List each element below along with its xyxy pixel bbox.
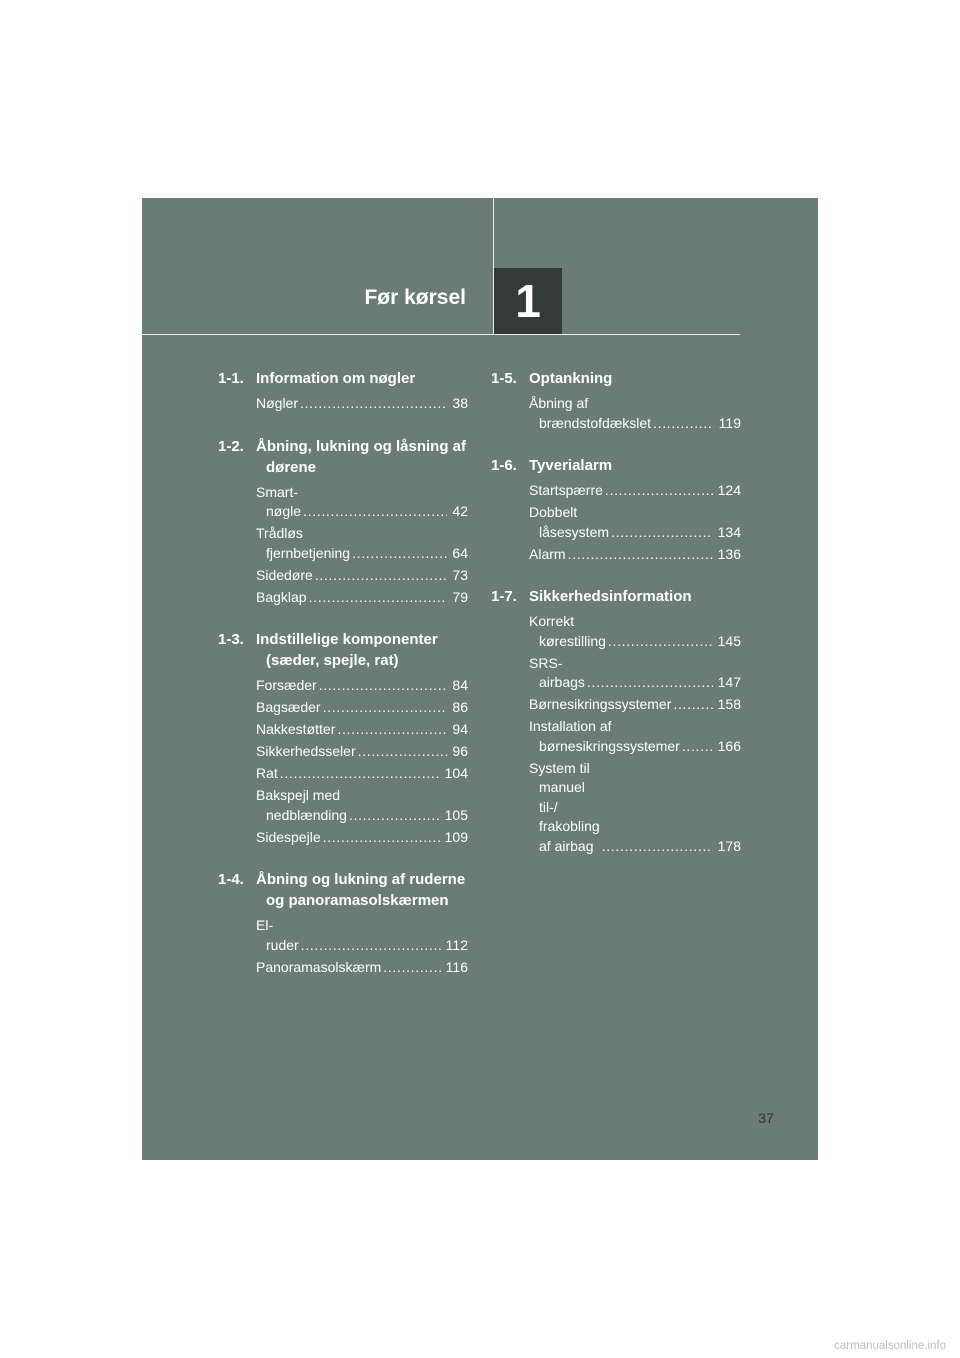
toc-section: [218, 869, 468, 977]
toc-entry[interactable]: [529, 695, 741, 715]
section-items: [256, 916, 468, 977]
section-title: Åbning, lukning og låsning af dørene: [256, 437, 466, 476]
toc-entry-text: [256, 676, 449, 696]
toc-entry[interactable]: [256, 698, 468, 718]
toc-section: [218, 629, 468, 847]
toc-entry-label: Nakkestøtter: [256, 721, 336, 737]
toc-entry-text: [529, 503, 715, 542]
toc-entry[interactable]: [256, 566, 468, 586]
toc-entry-label: Bagklap: [256, 588, 307, 605]
toc-entry[interactable]: [256, 828, 468, 848]
toc-entry[interactable]: [529, 503, 741, 542]
dot-leader: [568, 545, 713, 565]
toc-entry-text: [256, 588, 449, 608]
toc-entry[interactable]: [256, 394, 468, 414]
dot-leader: [280, 764, 440, 784]
toc-entry[interactable]: [256, 524, 468, 563]
section-title: Sikkerhedsinformation: [529, 588, 692, 605]
toc-entry-label: Børnesikringssystemer: [529, 696, 672, 712]
toc-entry-text: [256, 764, 442, 784]
section-heading[interactable]: [218, 869, 468, 911]
toc-section: [491, 368, 741, 433]
dot-leader: [653, 414, 714, 434]
toc-entry-page: 119: [718, 414, 741, 431]
toc-entry-page: 84: [452, 677, 468, 693]
toc-entry-text: [256, 698, 449, 718]
section-heading[interactable]: [491, 455, 741, 476]
toc-entry-page: 145: [717, 632, 741, 649]
toc-entry-text: [529, 654, 715, 693]
section-number: 1-7.: [491, 588, 517, 605]
section-items: [529, 481, 741, 564]
toc-entry-label: Alarm: [529, 545, 566, 562]
section-heading[interactable]: [491, 368, 741, 389]
dot-leader: [301, 936, 441, 956]
toc-entry-text: [256, 524, 449, 563]
toc-entry-text: [529, 612, 715, 651]
toc-entry-page: 105: [444, 806, 468, 823]
toc-entry-label: Smart-nøgle: [256, 483, 302, 519]
section-title: Åbning og lukning af ruderne og panoramasolskærmen: [256, 871, 466, 909]
dot-leader: [358, 742, 448, 762]
toc-entry-text: [529, 394, 716, 433]
toc-entry-label: Bagsæder: [256, 699, 321, 715]
section-title: Tyverialarm: [529, 457, 613, 474]
toc-entry-label: Korrekt kørestilling: [529, 613, 606, 649]
toc-entry-label: Sidedøre: [256, 566, 313, 583]
dot-leader: [611, 523, 713, 543]
toc-entry-text: [256, 742, 449, 762]
toc-entry-text: [256, 828, 442, 848]
toc-entry[interactable]: [529, 394, 741, 433]
toc-entry-page: 158: [717, 696, 741, 712]
toc-entry-label: System til manuel til-/ frakobling af airbag: [529, 759, 600, 854]
toc-section: [491, 455, 741, 564]
dot-leader: [323, 698, 448, 718]
toc-entry-text: [529, 695, 715, 715]
toc-entry-page: 112: [445, 936, 468, 953]
toc-entry-page: 42: [452, 503, 468, 519]
toc-entry-page: 94: [452, 721, 468, 737]
toc-entry[interactable]: [256, 786, 468, 825]
section-heading[interactable]: [218, 436, 468, 478]
toc-entry-label: Sidespejle: [256, 828, 321, 845]
dot-leader: [605, 481, 713, 501]
toc-entry-page: 38: [452, 395, 468, 411]
toc-entry[interactable]: [529, 481, 741, 501]
section-items: [529, 394, 741, 433]
chapter-title: Før kørsel: [364, 286, 466, 309]
section-title: Indstillelige komponenter (sæder, spejle, rat): [256, 631, 438, 669]
section-number: 1-3.: [218, 631, 244, 648]
section-number: 1-5.: [491, 370, 517, 387]
toc-entry[interactable]: [256, 720, 468, 740]
toc-entry-text: [256, 566, 449, 586]
toc-entry-text: [256, 958, 443, 978]
section-items: [256, 676, 468, 847]
toc-entry-text: [529, 759, 715, 857]
toc-entry-text: [529, 717, 715, 756]
toc-entry[interactable]: [256, 764, 468, 784]
toc-entry[interactable]: [529, 654, 741, 693]
section-heading[interactable]: [218, 368, 468, 389]
dot-leader: [608, 632, 713, 652]
toc-entry-page: 124: [717, 482, 741, 498]
toc-entry-label: Panoramasolskærm: [256, 958, 382, 975]
dot-leader: [682, 737, 713, 757]
toc-entry-label: Sikkerhedsseler: [256, 743, 356, 759]
toc-column-left: [218, 368, 468, 999]
toc-entry-label: Nøgler: [256, 395, 299, 411]
toc-entry-text: [256, 786, 442, 825]
toc-entry-page: 73: [452, 566, 468, 583]
dot-leader: [315, 566, 448, 586]
toc-entry-page: 96: [452, 743, 468, 759]
toc-entry-page: 79: [452, 588, 468, 605]
dot-leader: [309, 588, 448, 608]
toc-entry[interactable]: [256, 958, 468, 978]
toc-entry-label: Installation af børnesikringssystemer: [529, 718, 680, 754]
section-number: 1-6.: [491, 457, 517, 474]
toc-entry-text: [256, 483, 449, 522]
toc-entry-text: [256, 916, 443, 955]
toc-entry-page: 136: [717, 545, 741, 562]
toc-entry-label: Åbning af brændstofdækslet: [529, 395, 652, 431]
section-heading[interactable]: [491, 586, 741, 607]
toc-entry-label: Rat: [256, 765, 278, 781]
toc-entry-page: 178: [717, 837, 741, 854]
toc-section: [218, 436, 468, 608]
section-heading[interactable]: [218, 629, 468, 671]
toc-entry-label: Startspærre: [529, 482, 603, 498]
dot-leader: [587, 673, 713, 693]
toc-entry-page: 64: [452, 544, 468, 561]
dot-leader: [337, 720, 447, 740]
toc-section: [218, 368, 468, 414]
dot-leader: [300, 394, 447, 414]
toc-entry-page: 104: [444, 765, 468, 781]
toc-section: [491, 586, 741, 856]
section-items: [256, 483, 468, 608]
page-number: 37: [758, 1110, 774, 1126]
toc-entry-page: 116: [445, 958, 468, 975]
dot-leader: [602, 837, 713, 857]
section-title: Optankning: [529, 370, 613, 387]
dot-leader: [349, 806, 440, 826]
dot-leader: [383, 958, 440, 978]
section-number: 1-2.: [218, 437, 244, 455]
section-number: 1-4.: [218, 871, 244, 888]
divider-horizontal: [142, 334, 740, 335]
toc-entry[interactable]: [256, 676, 468, 696]
toc-entry-page: 109: [444, 828, 468, 845]
toc-entry[interactable]: [256, 742, 468, 762]
toc-entry[interactable]: [256, 588, 468, 608]
chapter-number: 1: [494, 268, 562, 334]
section-items: [256, 394, 468, 414]
toc-entry[interactable]: [256, 483, 468, 522]
toc-entry-label: Forsæder: [256, 677, 317, 693]
toc-entry-label: Dobbelt låsesystem: [529, 504, 610, 540]
toc-entry-text: [529, 481, 715, 501]
dot-leader: [673, 695, 712, 715]
toc-entry-page: 166: [717, 737, 741, 754]
toc-entry-label: Trådløs fjernbetjening: [256, 525, 351, 561]
toc-column-right: [491, 368, 741, 878]
chapter-panel: [142, 198, 818, 1160]
section-number: 1-1.: [218, 370, 244, 387]
toc-entry-page: 147: [717, 674, 741, 690]
toc-entry-page: 134: [717, 523, 741, 540]
toc-entry-text: [529, 545, 715, 565]
toc-entry-page: 86: [452, 699, 468, 715]
dot-leader: [303, 502, 447, 522]
dot-leader: [352, 544, 447, 564]
toc-entry-label: El-ruder: [256, 917, 299, 953]
toc-entry[interactable]: [529, 717, 741, 756]
dot-leader: [319, 676, 448, 696]
section-title: Information om nøgler: [256, 370, 416, 387]
toc-entry-label: Bakspejl med nedblænding: [256, 787, 347, 823]
toc-entry-text: [256, 720, 449, 740]
section-items: [529, 612, 741, 856]
toc-entry[interactable]: [529, 545, 741, 565]
toc-entry-text: [256, 394, 449, 414]
toc-entry-label: SRS-airbags: [529, 654, 585, 690]
watermark: carmanualsonline.info: [834, 1340, 946, 1352]
toc-entry[interactable]: [529, 612, 741, 651]
toc-entry[interactable]: [529, 759, 741, 857]
toc-entry[interactable]: [256, 916, 468, 955]
dot-leader: [323, 828, 440, 848]
